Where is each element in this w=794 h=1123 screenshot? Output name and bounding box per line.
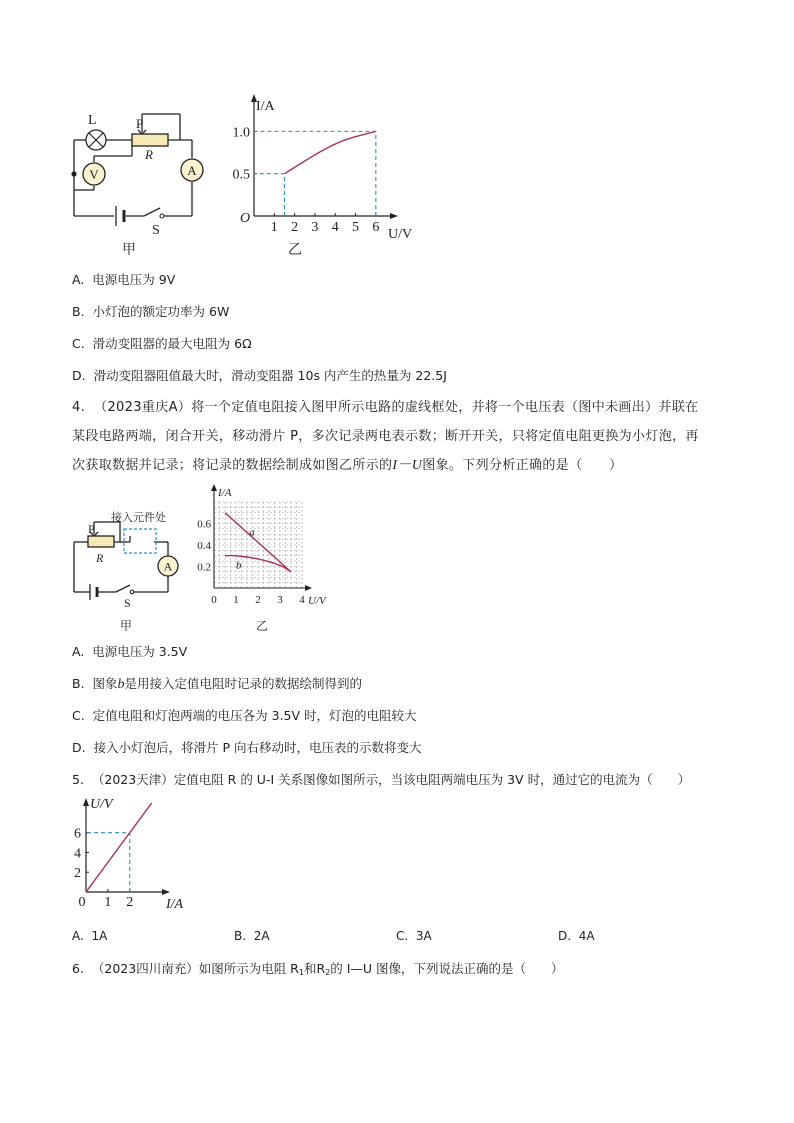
option-text: 电源电压为 9V [92, 272, 176, 287]
option-label: A. [72, 272, 85, 287]
lamp-label: L [88, 113, 97, 128]
figure-caption-yi: 乙 [288, 242, 302, 258]
x-tick-label: 3 [311, 220, 319, 235]
battery-symbol [90, 584, 97, 600]
option-text: 滑动变阻器的最大电阻为 6Ω [92, 336, 252, 351]
option-label: B. [72, 676, 85, 691]
figure-caption-jia: 甲 [122, 242, 136, 258]
option-text: 电源电压为 3.5V [92, 644, 188, 659]
rheostat-label: R [96, 551, 104, 565]
q4-option-c[interactable] [72, 707, 417, 725]
question-number: 5. [72, 772, 84, 787]
option-text: 接入小灯泡后，将滑片 P 向右移动时，电压表的示数将变大 [93, 740, 422, 755]
x-tick-label: 0 [211, 594, 217, 606]
formula: I－U [392, 458, 423, 473]
x-tick-label: 5 [352, 220, 360, 235]
y-axis-label: I/A [218, 487, 232, 499]
x-tick-label: 2 [126, 895, 134, 910]
y-tick-label: 4 [74, 846, 81, 862]
x-tick-label: 1 [233, 594, 239, 606]
slider-label: P [88, 522, 95, 536]
y-tick-label: 6 [74, 826, 81, 842]
x-tick-label: 2 [291, 220, 299, 235]
x-axis-arrow [305, 585, 312, 591]
y-axis-label: I/A [256, 99, 275, 114]
y-tick-label: 0.6 [197, 518, 211, 531]
voltmeter-symbol [83, 163, 105, 185]
option-label: D. [72, 368, 86, 383]
q5-option-b[interactable]: B. 2A [234, 929, 270, 943]
x-tick-label: 1 [104, 895, 112, 910]
figure-caption-yi: 乙 [256, 619, 269, 633]
ammeter-label: A [163, 559, 173, 574]
q5-option-c[interactable]: C. 3A [396, 929, 432, 943]
y-axis-arrow [83, 798, 89, 806]
x-axis-label: U/V [308, 595, 326, 607]
q4-stem [72, 393, 732, 480]
q4-stem-line-2: 某段电路两端，闭合开关，移动滑片 P，多次记录两电表示数；断开开关，只将定值电阻更换为小灯泡，再 [72, 429, 699, 444]
q4-option-a[interactable] [72, 643, 187, 661]
guide-line [254, 131, 376, 216]
q4-iu-graph [194, 484, 344, 636]
q5-ui-graph [70, 798, 200, 916]
x-axis-arrow [162, 889, 170, 895]
q4-circuit-diagram [68, 496, 198, 636]
option-label: B. [72, 304, 85, 319]
q3-iu-graph [228, 96, 413, 258]
ammeter-symbol [181, 159, 203, 181]
ammeter-symbol [158, 556, 178, 576]
x-tick-label: 1 [270, 220, 278, 235]
q3-option-d[interactable] [72, 367, 447, 385]
q5-option-a[interactable]: A. 1A [72, 929, 108, 943]
rheostat-label: R [145, 147, 153, 162]
x-tick-label: 4 [299, 594, 305, 606]
rheostat-symbol [132, 134, 168, 146]
x-axis-arrow [390, 213, 398, 219]
switch-label: S [152, 223, 160, 238]
option-label: A. [72, 644, 85, 659]
q3-circuit-diagram [66, 100, 216, 260]
x-tick-label: 2 [255, 594, 261, 606]
q4-option-b[interactable]: B. 图象b是用接入定值电阻时记录的数据绘制得到的 [72, 676, 363, 692]
series-line [86, 803, 152, 892]
ammeter-label: A [187, 163, 197, 178]
switch-label: S [124, 596, 131, 610]
x-tick-label: 0 [78, 895, 86, 910]
switch-symbol [144, 208, 164, 218]
rheostat-symbol [88, 536, 114, 547]
voltmeter-label: V [89, 167, 99, 182]
y-tick-label: 0.2 [197, 561, 211, 574]
battery-symbol [116, 206, 124, 226]
x-axis-label: U/V [388, 227, 413, 242]
q4-stem-line-3: 次获取数据并记录；将记录的数据绘制成如图乙所示的I－U图象。下列分析正确的是（ ） [72, 458, 623, 473]
y-tick-label: 0.5 [232, 167, 250, 183]
slider-label: P [136, 116, 144, 131]
series-curve [284, 131, 375, 173]
question-number: 4. [72, 400, 86, 415]
x-tick-label: 6 [372, 220, 380, 235]
option-text: 定值电阻和灯泡两端的电压各为 3.5V 时，灯泡的电阻较大 [92, 708, 417, 723]
component-box [124, 529, 156, 553]
option-label: C. [72, 708, 85, 723]
q4-stem-line-1: 4. （2023重庆A）将一个定值电阻接入图甲所示电路的虚线框处，并将一个电压表（图中未画出）并联在 [72, 400, 699, 415]
q5-stem: 5. （2023天津）定值电阻 R 的 U-I 关系图像如图所示，当该电阻两端电压为 3V 时，通过它的电流为（ ） [72, 772, 691, 787]
q3-option-b[interactable] [72, 303, 229, 321]
y-tick-label: 1.0 [232, 125, 250, 141]
component-box-label: 接入元件处 [111, 511, 166, 524]
lamp-symbol [86, 130, 106, 150]
y-axis-label: U/V [90, 797, 113, 812]
q5-option-d[interactable]: D. 4A [558, 929, 595, 943]
q4-option-d[interactable] [72, 739, 422, 757]
y-tick-label: 0.4 [197, 540, 211, 552]
origin-label: O [240, 211, 251, 226]
q3-option-a[interactable] [72, 271, 175, 289]
x-tick-label: 4 [331, 220, 339, 235]
option-label: D. [72, 740, 86, 755]
option-label: C. [72, 336, 85, 351]
series-b-label: b [236, 559, 242, 572]
option-text: 滑动变阻器阻值最大时，滑动变阻器 10s 内产生的热量为 22.5J [93, 368, 447, 383]
question-source: （2023重庆A） [94, 400, 192, 415]
figure-caption-jia: 甲 [120, 619, 133, 633]
variable-b: b [117, 677, 125, 692]
y-axis-arrow [211, 484, 217, 491]
guide-line [254, 174, 284, 216]
q6-stem: 6. （2023四川南充）如图所示为电阻 $R_1$和$R_2$的 I—U 图像，下列说法正确的是（ ） [72, 961, 564, 977]
x-tick-label: 3 [277, 594, 283, 606]
series-a-label: a [249, 526, 255, 539]
x-axis-label: I/A [166, 897, 184, 912]
question-number: 6. [72, 961, 84, 976]
option-text: 小灯泡的额定功率为 6W [92, 304, 230, 319]
y-tick-label: 2 [74, 866, 81, 882]
switch-symbol [116, 585, 134, 594]
q3-option-c[interactable] [72, 335, 252, 353]
